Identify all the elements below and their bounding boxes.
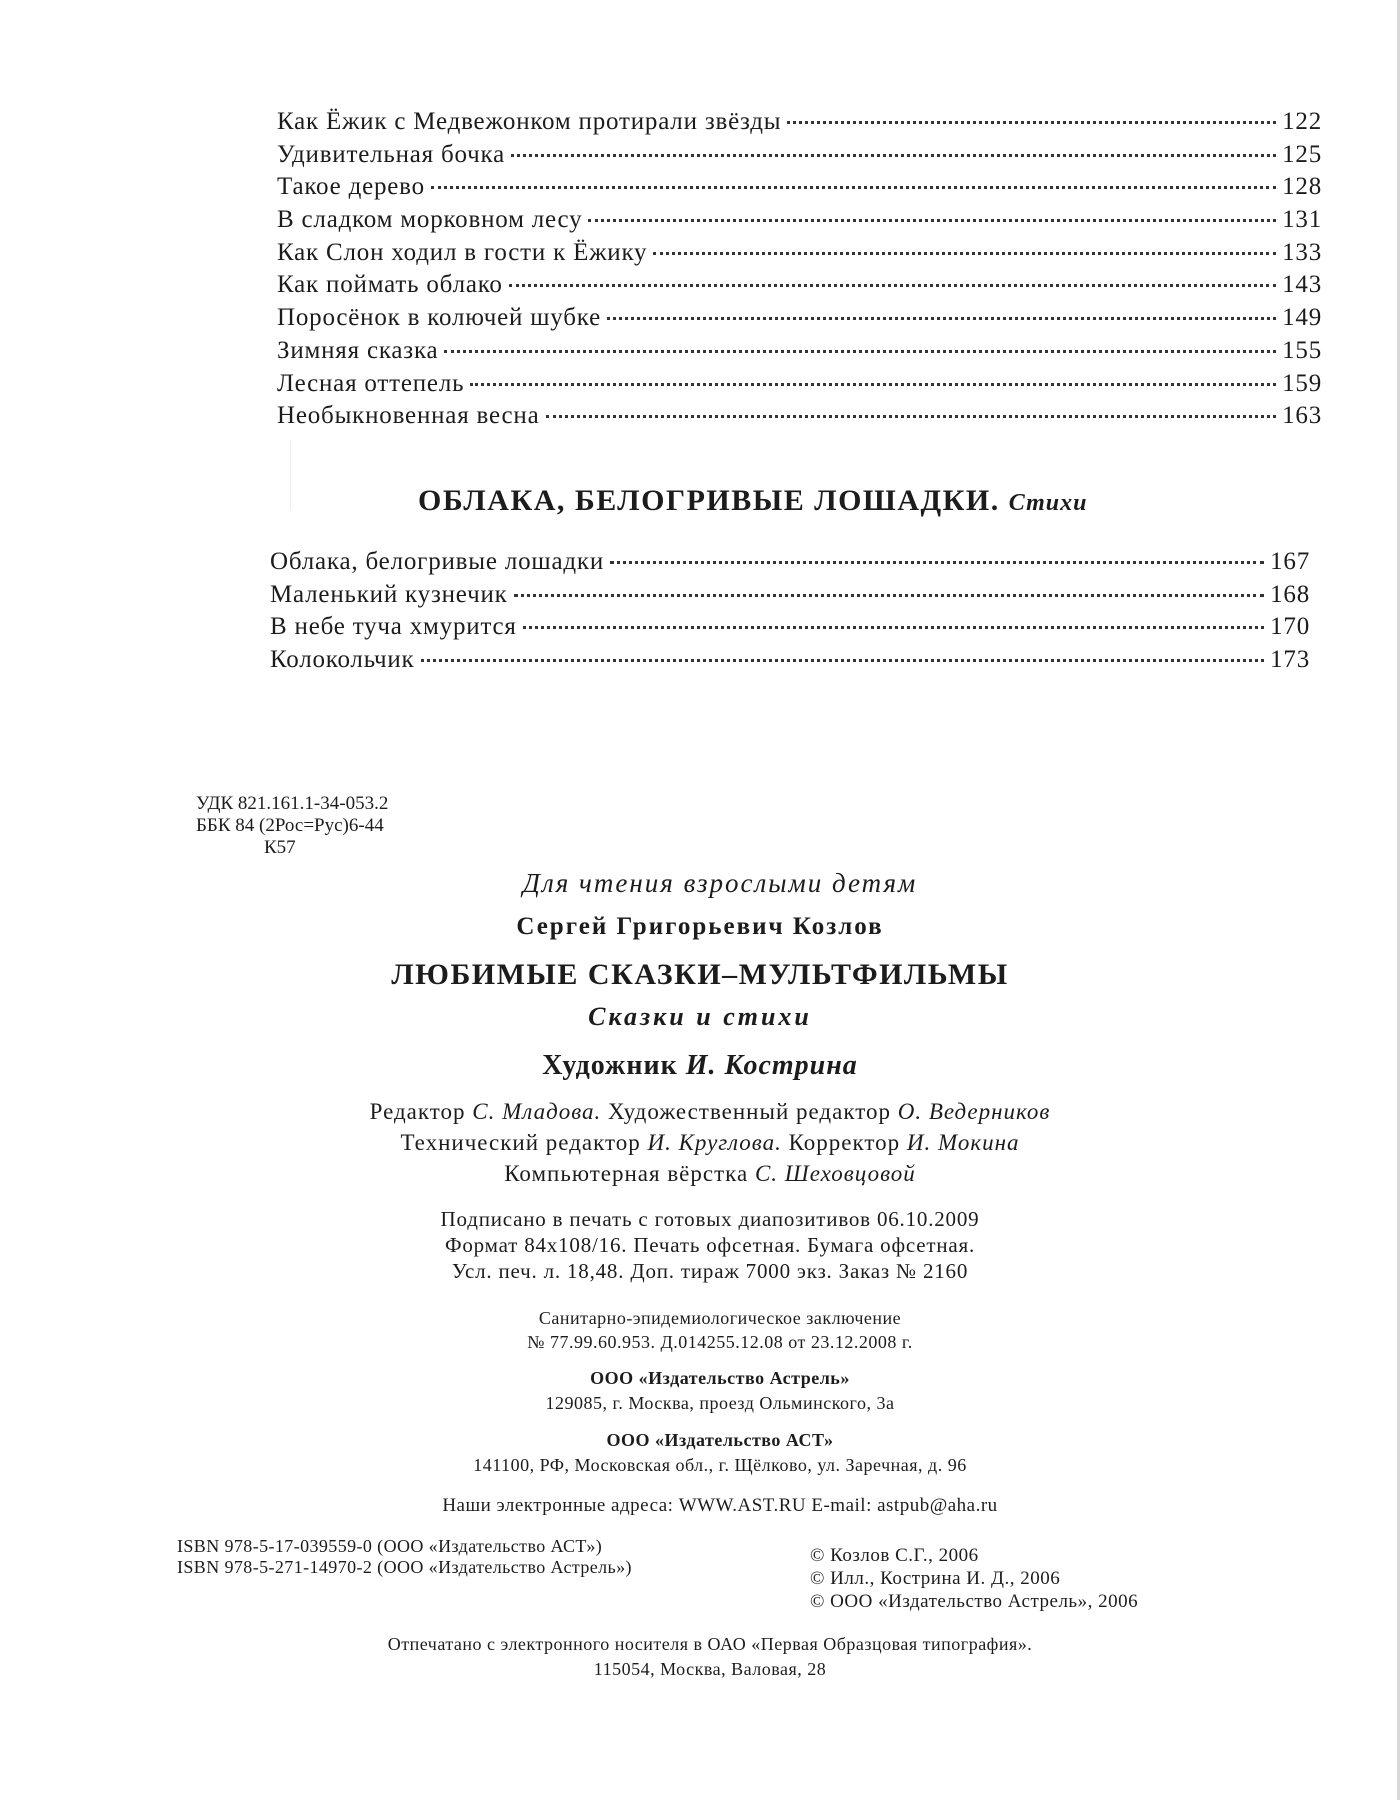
toc-row[interactable] xyxy=(277,402,1322,435)
proofreader-label: Корректор xyxy=(788,1130,901,1155)
toc-title: Колокольчик xyxy=(270,645,415,673)
toc-row[interactable] xyxy=(277,271,1322,304)
author-mark: К57 xyxy=(264,837,296,858)
toc-poems xyxy=(270,548,1310,678)
toc-row[interactable] xyxy=(277,370,1322,403)
toc-title: В небе туча хмурится xyxy=(270,613,517,640)
toc-title: Как Слон ходил в гости к Ёжику xyxy=(277,238,648,266)
art-editor-label: Художественный редактор xyxy=(608,1099,891,1124)
leader-dots xyxy=(787,121,1276,124)
toc-title: Удивительная бочка xyxy=(277,140,506,168)
credits-block xyxy=(0,1096,1400,1189)
classification-codes xyxy=(196,793,388,859)
leader-dots xyxy=(444,350,1276,353)
artist-name: И. Кострина xyxy=(685,1050,858,1081)
toc-title: Поросёнок в колючей шубке xyxy=(277,304,602,332)
isbn-block xyxy=(177,1536,632,1578)
toc-page: 125 xyxy=(1282,140,1322,168)
publisher-name: ООО «Издательство Астрель» xyxy=(590,1368,850,1388)
toc-row[interactable] xyxy=(277,206,1322,239)
audience-note: Для чтения взрослыми детям xyxy=(522,868,918,898)
layout-name: С. Шеховцовой xyxy=(754,1161,916,1186)
toc-page: 170 xyxy=(1270,613,1310,640)
leader-dots xyxy=(431,186,1276,189)
web-addresses: Наши электронные адреса: WWW.AST.RU E-mail: astpub@aha.ru xyxy=(442,1495,998,1516)
toc-title: Такое дерево xyxy=(277,173,425,201)
publisher-address: 141100, РФ, Московская обл., г. Щёлково, ул. Заречная, д. 96 xyxy=(473,1455,967,1475)
publisher-astrel xyxy=(0,1366,1400,1416)
artist-label: Художник xyxy=(542,1050,678,1081)
toc-title: Необыкновенная весна xyxy=(277,402,540,430)
artist-line xyxy=(0,1050,1400,1082)
copyright-block xyxy=(810,1544,1138,1613)
toc-title: В сладком морковном лесу xyxy=(277,206,583,234)
tech-editor-name: И. Круглова. xyxy=(647,1130,782,1155)
tech-editor-label: Технический редактор xyxy=(400,1130,641,1155)
sanitary-line: № 77.99.60.953. Д.014255.12.08 от 23.12.2008 г. xyxy=(527,1332,913,1352)
credits-line xyxy=(0,1096,1400,1127)
section-heading xyxy=(418,484,1087,518)
leader-dots xyxy=(514,594,1265,597)
toc-title: Маленький кузнечик xyxy=(270,580,508,608)
udk-code: УДК 821.161.1-34-053.2 xyxy=(196,793,389,814)
layout-label: Компьютерная вёрстка xyxy=(504,1161,749,1186)
toc-title: Лесная оттепель xyxy=(277,369,465,397)
leader-dots xyxy=(607,317,1276,320)
copyright-line: © ООО «Издательство Астрель», 2006 xyxy=(810,1591,1139,1612)
toc-row[interactable] xyxy=(277,337,1322,370)
leader-dots xyxy=(523,626,1264,629)
printing-line: Подписано в печать с готовых диапозитивов 06.10.2009 xyxy=(440,1207,980,1231)
toc-page: 128 xyxy=(1282,173,1322,201)
toc-tales xyxy=(277,108,1322,435)
printing-info xyxy=(0,1206,1400,1284)
toc-title: Как Ёжик с Медвежонком протирали звёзды xyxy=(277,108,782,135)
leader-dots xyxy=(588,219,1276,222)
toc-page: 131 xyxy=(1282,206,1322,234)
leader-dots xyxy=(511,154,1276,157)
toc-row[interactable] xyxy=(277,239,1322,272)
editor-name: С. Младова. xyxy=(472,1099,602,1124)
art-editor-name: О. Ведерников xyxy=(897,1099,1051,1124)
author-name: Сергей Григорьевич Козлов xyxy=(516,913,884,940)
toc-title: Как поймать облако xyxy=(277,271,503,299)
printing-line: Усл. печ. л. 18,48. Доп. тираж 7000 экз. Заказ № 2160 xyxy=(451,1259,969,1283)
publisher-ast xyxy=(0,1428,1400,1478)
toc-title: Зимняя сказка xyxy=(277,336,439,364)
copyright-line: © Козлов С.Г., 2006 xyxy=(810,1545,979,1566)
leader-dots xyxy=(610,561,1264,564)
toc-page: 163 xyxy=(1282,402,1322,430)
printer-line: Отпечатано с электронного носителя в ОАО «Первая Образцовая типография». xyxy=(387,1634,1033,1654)
toc-row[interactable] xyxy=(270,581,1310,614)
section-subtitle: Стихи xyxy=(1008,490,1088,516)
leader-dots xyxy=(546,415,1277,418)
section-title: ОБЛАКА, БЕЛОГРИВЫЕ ЛОШАДКИ. xyxy=(418,484,1000,517)
leader-dots xyxy=(653,252,1276,255)
proofreader-name: И. Мокина xyxy=(906,1130,1020,1155)
toc-page: 159 xyxy=(1282,369,1322,397)
toc-page: 149 xyxy=(1282,304,1322,332)
toc-page: 167 xyxy=(1270,548,1310,575)
copyright-line: © Илл., Кострина И. Д., 2006 xyxy=(810,1568,1061,1589)
printing-line: Формат 84x108/16. Печать офсетная. Бумага офсетная. xyxy=(444,1233,976,1257)
toc-row[interactable] xyxy=(270,646,1310,679)
editor-label: Редактор xyxy=(369,1099,466,1124)
scan-mark xyxy=(290,440,291,510)
credits-line xyxy=(0,1158,1400,1189)
publisher-address: 129085, г. Москва, проезд Ольминского, 3а xyxy=(545,1393,895,1413)
toc-row[interactable] xyxy=(277,141,1322,174)
leader-dots xyxy=(509,284,1276,287)
toc-page: 133 xyxy=(1282,238,1322,266)
publisher-name: ООО «Издательство АСТ» xyxy=(606,1430,834,1450)
isbn-line: ISBN 978-5-17-039559-0 (ООО «Издательство АСТ») xyxy=(177,1536,603,1556)
bbk-code: ББК 84 (2Рос=Рус)6-44 xyxy=(196,815,384,836)
toc-row[interactable] xyxy=(270,548,1310,581)
isbn-line: ISBN 978-5-271-14970-2 (ООО «Издательство Астрель») xyxy=(177,1557,632,1577)
toc-page: 143 xyxy=(1282,271,1322,299)
book-genre: Сказки и стихи xyxy=(588,1002,812,1031)
sanitary-line: Санитарно-эпидемиологическое заключение xyxy=(538,1308,902,1328)
leader-dots xyxy=(470,383,1276,386)
printer-info xyxy=(0,1632,1400,1682)
toc-row[interactable] xyxy=(277,173,1322,206)
leader-dots xyxy=(421,659,1265,662)
printer-line: 115054, Москва, Валовая, 28 xyxy=(593,1659,827,1679)
credits-line xyxy=(0,1127,1400,1158)
toc-row[interactable] xyxy=(277,108,1322,141)
toc-page: 155 xyxy=(1282,336,1322,364)
toc-row[interactable] xyxy=(277,304,1322,337)
toc-page: 122 xyxy=(1282,108,1322,135)
book-title: ЛЮБИМЫЕ СКАЗКИ–МУЛЬТФИЛЬМЫ xyxy=(391,958,1009,991)
toc-page: 173 xyxy=(1270,645,1310,673)
toc-title: Облака, белогривые лошадки xyxy=(270,548,604,575)
toc-page: 168 xyxy=(1270,580,1310,608)
sanitary-conclusion xyxy=(0,1306,1400,1354)
toc-row[interactable] xyxy=(270,613,1310,646)
